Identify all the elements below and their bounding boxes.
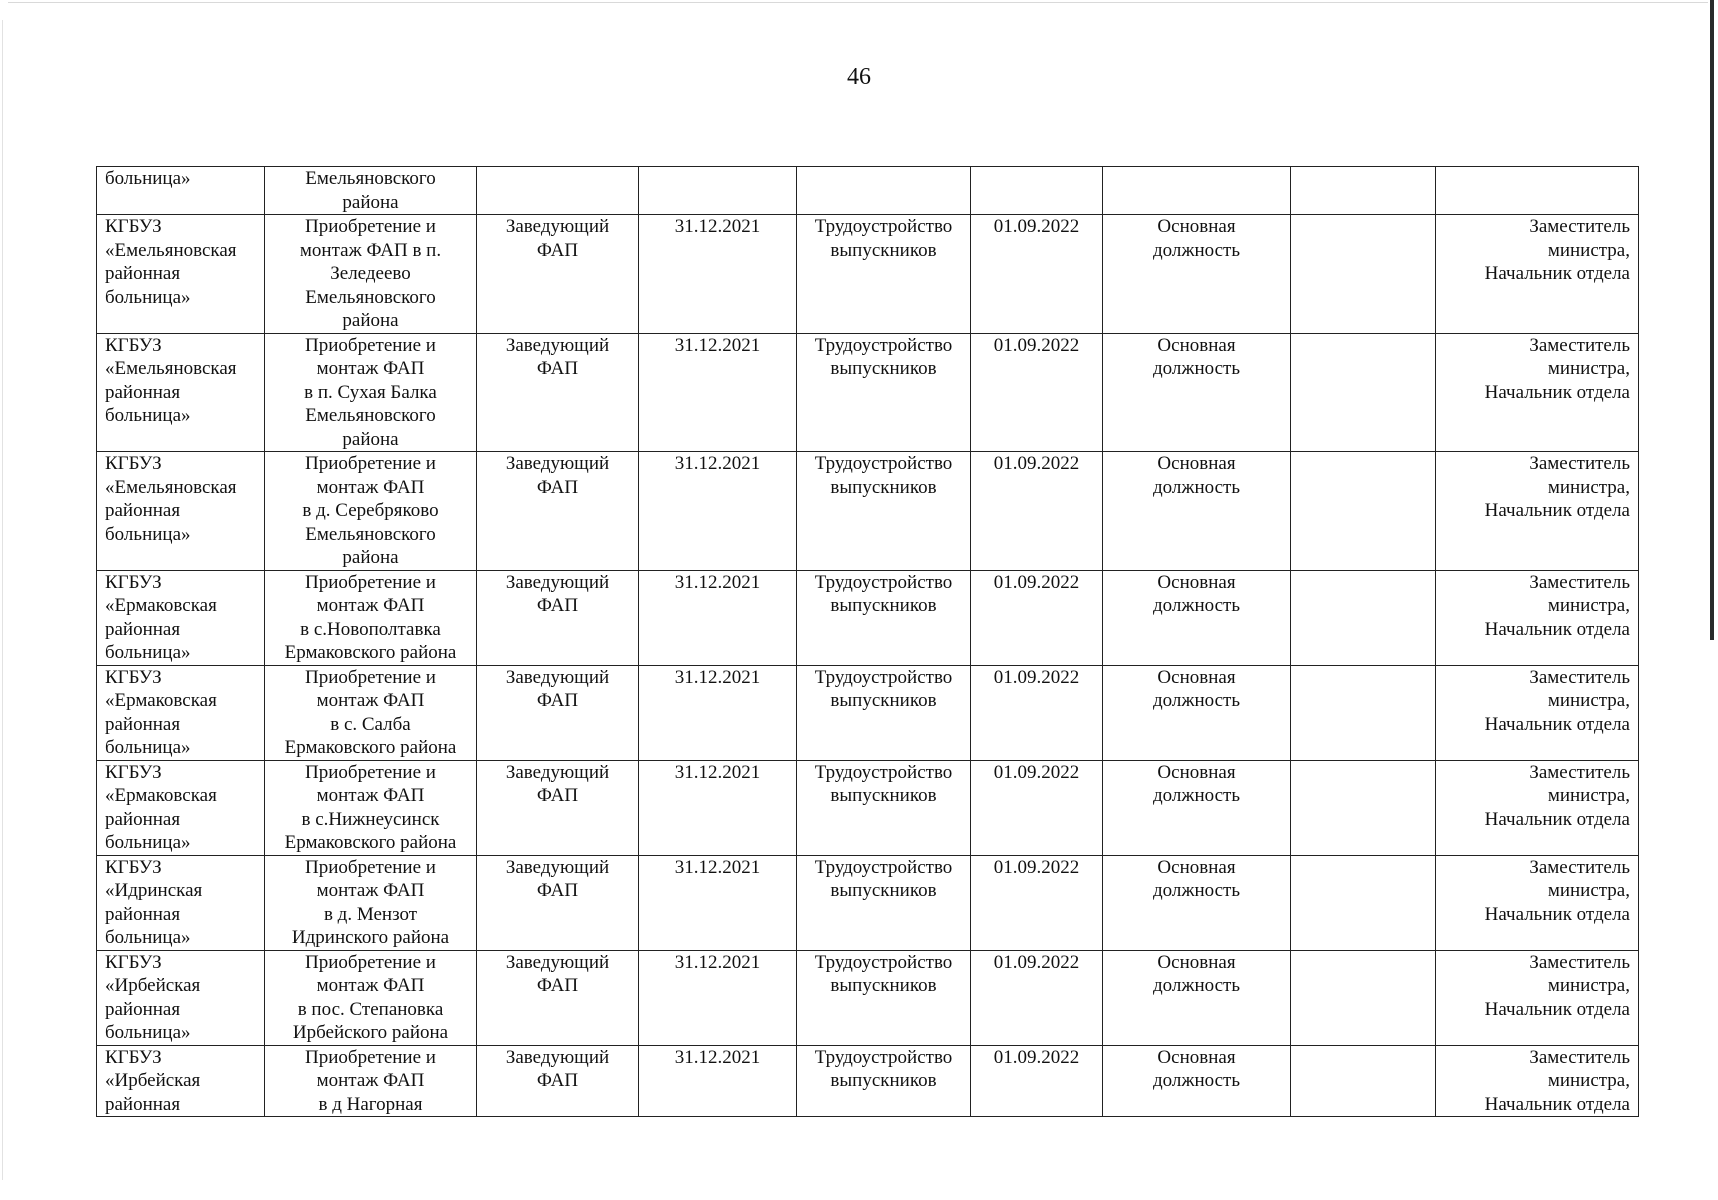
cell-project (265, 950, 477, 1045)
cell-organization-line: районная (105, 998, 181, 1020)
cell-project-line: района (342, 428, 399, 450)
cell-position-type (1103, 950, 1291, 1045)
cell-deadline: 31.12.2021 (639, 760, 797, 855)
cell-goal-line: Трудоустройство (814, 761, 953, 783)
cell-goal-line: Трудоустройство (814, 951, 953, 973)
cell-responsible-line: Заместитель (1529, 1046, 1630, 1068)
cell-responsible-line: Начальник отдела (1484, 713, 1630, 735)
cell-responsible (1436, 333, 1639, 452)
cell-goal-line: Трудоустройство (814, 334, 953, 356)
cell-goal-line: Трудоустройство (814, 571, 953, 593)
cell-organization-line: больница» (105, 832, 191, 853)
cell-position-type (1103, 333, 1291, 452)
table-row (97, 760, 1639, 855)
cell-position-line: ФАП (536, 595, 579, 616)
cell-organization-line: районная (105, 263, 181, 284)
cell-responsible-line: Заместитель (1529, 761, 1630, 783)
cell-project-line: Зеледеево (330, 263, 411, 284)
cell-position-type (1103, 570, 1291, 665)
cell-position-type-line: Основная (1157, 334, 1236, 356)
cell-position-line: ФАП (536, 785, 579, 806)
cell-project (265, 665, 477, 760)
cell-blank (1291, 950, 1436, 1045)
cell-position (477, 167, 639, 215)
cell-project-line: в д Нагорная (318, 1093, 423, 1115)
cell-position-line: Заведующий (505, 453, 610, 474)
cell-blank (1291, 1045, 1436, 1117)
cell-position-type-line: Основная (1157, 951, 1236, 973)
cell-responsible-line: Начальник отдела (1484, 618, 1630, 640)
cell-organization-line: КГБУЗ (105, 1046, 162, 1068)
cell-organization-line: «Ирбейская (105, 1070, 201, 1091)
cell-position-type (1103, 167, 1291, 215)
cell-position-type-line: Основная (1157, 453, 1236, 474)
cell-position (477, 665, 639, 760)
cell-project-line: Емельяновского (305, 405, 436, 426)
cell-project-line: Емельяновского (305, 286, 436, 308)
cell-organization (97, 167, 265, 215)
cell-blank (1291, 760, 1436, 855)
cell-responsible-line: министра, (1547, 1070, 1630, 1091)
cell-position (477, 950, 639, 1045)
cell-position-line: ФАП (536, 239, 579, 261)
cell-responsible (1436, 215, 1639, 334)
cell-organization-line: КГБУЗ (105, 761, 162, 783)
cell-position-type (1103, 215, 1291, 334)
cell-responsible-line: Заместитель (1529, 216, 1630, 237)
cell-responsible-line: Заместитель (1529, 334, 1630, 356)
cell-position-type-line: Основная (1157, 216, 1236, 237)
cell-goal-line: выпускников (830, 358, 937, 379)
cell-organization (97, 1045, 265, 1117)
cell-responsible-line: Заместитель (1529, 666, 1630, 688)
cell-position-type-line: должность (1152, 1070, 1241, 1091)
cell-project-line: Приобретение и (305, 761, 436, 783)
cell-goal-line: выпускников (830, 880, 937, 901)
cell-goal-line: выпускников (830, 785, 937, 806)
cell-project-line: в с. Салба (330, 713, 411, 735)
cell-project-line: Ермаковского района (284, 832, 457, 853)
cell-project-line: монтаж ФАП (316, 785, 425, 806)
cell-goal (797, 215, 971, 334)
cell-project (265, 760, 477, 855)
cell-organization-line: районная (105, 903, 181, 925)
cell-goal-line: выпускников (830, 239, 937, 261)
cell-date: 01.09.2022 (971, 333, 1103, 452)
cell-position-type-line: должность (1152, 358, 1241, 379)
cell-organization-line: КГБУЗ (105, 334, 162, 356)
cell-date: 01.09.2022 (971, 855, 1103, 950)
cell-responsible-line: Заместитель (1529, 951, 1630, 973)
table-row (97, 452, 1639, 571)
table-row (97, 855, 1639, 950)
cell-organization-line: районная (105, 808, 181, 830)
cell-organization-line: «Ирбейская (105, 975, 201, 996)
cell-date: 01.09.2022 (971, 570, 1103, 665)
cell-goal (797, 452, 971, 571)
cell-project-line: Идринского района (291, 927, 450, 948)
cell-project-line: Емельяновского (305, 523, 436, 545)
cell-goal-line: Трудоустройство (814, 666, 953, 688)
cell-responsible-line: министра, (1547, 880, 1630, 901)
cell-project-line: монтаж ФАП (316, 358, 425, 379)
cell-position-type (1103, 855, 1291, 950)
cell-project-line: в д. Мензот (323, 903, 418, 925)
cell-responsible (1436, 1045, 1639, 1117)
cell-responsible-line: Заместитель (1529, 453, 1630, 474)
cell-position-line: Заведующий (505, 666, 610, 688)
cell-position-type-line: Основная (1157, 666, 1236, 688)
cell-organization-line: «Емельяновская (105, 239, 237, 261)
cell-project-line: монтаж ФАП (316, 1070, 425, 1091)
cell-deadline: 31.12.2021 (639, 215, 797, 334)
cell-organization-line: больница» (105, 405, 191, 426)
cell-project-line: Приобретение и (305, 216, 436, 237)
cell-position-type-line: должность (1152, 239, 1241, 261)
scan-edge-top (8, 2, 1708, 3)
cell-organization-line: больница» (105, 927, 191, 948)
cell-organization-line: больница» (105, 286, 191, 308)
cell-position-line: ФАП (536, 1070, 579, 1091)
cell-deadline: 31.12.2021 (639, 570, 797, 665)
cell-organization (97, 665, 265, 760)
cell-goal-line: Трудоустройство (814, 1046, 953, 1068)
cell-responsible (1436, 665, 1639, 760)
cell-organization-line: «Емельяновская (105, 476, 237, 498)
cell-position (477, 855, 639, 950)
cell-project-line: монтаж ФАП (316, 595, 425, 616)
scan-edge-left (2, 20, 3, 1180)
cell-position-type (1103, 760, 1291, 855)
cell-project-line: монтаж ФАП (316, 476, 425, 498)
cell-responsible (1436, 855, 1639, 950)
cell-organization (97, 950, 265, 1045)
cell-organization-line: «Ермаковская (105, 595, 217, 616)
cell-responsible-line: Начальник отдела (1484, 808, 1630, 830)
cell-position-type-line: должность (1152, 476, 1241, 498)
cell-position-type-line: Основная (1157, 856, 1236, 878)
cell-blank (1291, 570, 1436, 665)
cell-date: 01.09.2022 (971, 665, 1103, 760)
scan-edge-right (1710, 0, 1714, 640)
cell-position-type-line: должность (1152, 785, 1241, 806)
cell-organization-line: «Ермаковская (105, 690, 217, 711)
cell-responsible-line: Начальник отдела (1484, 263, 1630, 284)
cell-date (971, 167, 1103, 215)
cell-position-line: ФАП (536, 880, 579, 901)
cell-goal-line: Трудоустройство (814, 216, 953, 237)
table-row (97, 333, 1639, 452)
cell-project (265, 167, 477, 215)
cell-responsible (1436, 167, 1639, 215)
cell-responsible-line: Начальник отдела (1484, 500, 1630, 521)
cell-goal-line: выпускников (830, 690, 937, 711)
cell-organization (97, 570, 265, 665)
cell-responsible-line: министра, (1547, 975, 1630, 996)
cell-goal-line: выпускников (830, 476, 937, 498)
cell-position-line: ФАП (536, 690, 579, 711)
cell-project (265, 452, 477, 571)
cell-organization-line: КГБУЗ (105, 216, 162, 237)
cell-position-line: Заведующий (505, 334, 610, 356)
cell-responsible-line: Заместитель (1529, 856, 1630, 878)
cell-organization-line: КГБУЗ (105, 666, 162, 688)
cell-project-line: Приобретение и (305, 666, 436, 688)
cell-goal-line: выпускников (830, 595, 937, 616)
cell-organization (97, 452, 265, 571)
cell-organization (97, 215, 265, 334)
cell-goal-line: Трудоустройство (814, 856, 953, 878)
cell-position-line: ФАП (536, 358, 579, 379)
cell-goal-line: выпускников (830, 975, 937, 996)
cell-project-line: района (342, 310, 399, 331)
cell-organization-line: КГБУЗ (105, 571, 162, 593)
cell-goal (797, 760, 971, 855)
table-row (97, 950, 1639, 1045)
cell-deadline: 31.12.2021 (639, 665, 797, 760)
cell-responsible-line: Начальник отдела (1484, 998, 1630, 1020)
cell-organization (97, 760, 265, 855)
cell-organization-line: районная (105, 500, 181, 521)
cell-organization-line: «Ермаковская (105, 785, 217, 806)
cell-project-line: в с.Нижнеусинск (301, 808, 440, 830)
cell-project-line: района (342, 191, 399, 213)
cell-project (265, 570, 477, 665)
cell-position-line: Заведующий (505, 216, 610, 237)
cell-position (477, 570, 639, 665)
cell-deadline: 31.12.2021 (639, 452, 797, 571)
cell-position-line: Заведующий (505, 856, 610, 878)
cell-deadline: 31.12.2021 (639, 950, 797, 1045)
cell-position (477, 215, 639, 334)
cell-project (265, 855, 477, 950)
cell-position-line: ФАП (536, 975, 579, 996)
cell-project-line: Приобретение и (305, 453, 436, 474)
cell-organization-line: районная (105, 1093, 181, 1115)
cell-responsible-line: министра, (1547, 595, 1630, 616)
cell-responsible-line: министра, (1547, 358, 1630, 379)
cell-blank (1291, 665, 1436, 760)
cell-responsible-line: Начальник отдела (1484, 903, 1630, 925)
cell-position-line: ФАП (536, 476, 579, 498)
cell-blank (1291, 333, 1436, 452)
cell-goal (797, 167, 971, 215)
cell-date: 01.09.2022 (971, 760, 1103, 855)
cell-position-type-line: должность (1152, 595, 1241, 616)
cell-organization-line: больница» (105, 642, 191, 663)
cell-organization-line: КГБУЗ (105, 856, 162, 878)
cell-organization-line: районная (105, 618, 181, 640)
cell-deadline: 31.12.2021 (639, 855, 797, 950)
cell-goal (797, 333, 971, 452)
cell-deadline: 31.12.2021 (639, 1045, 797, 1117)
cell-position-line: Заведующий (505, 1046, 610, 1068)
cell-project-line: в п. Сухая Балка (304, 381, 437, 403)
cell-goal-line: выпускников (830, 1070, 937, 1091)
cell-project-line: Приобретение и (305, 334, 436, 356)
cell-date: 01.09.2022 (971, 452, 1103, 571)
cell-organization-line: больница» (105, 168, 191, 189)
cell-position-type (1103, 1045, 1291, 1117)
cell-responsible-line: Заместитель (1529, 571, 1630, 593)
cell-responsible-line: министра, (1547, 690, 1630, 711)
cell-project-line: Ирбейского района (292, 1022, 449, 1043)
cell-responsible-line: Начальник отдела (1484, 1093, 1630, 1115)
cell-project-line: района (342, 547, 399, 568)
cell-goal-line: Трудоустройство (814, 453, 953, 474)
cell-project-line: Приобретение и (305, 951, 436, 973)
cell-responsible-line: министра, (1547, 785, 1630, 806)
cell-date: 01.09.2022 (971, 950, 1103, 1045)
cell-goal (797, 1045, 971, 1117)
table-row (97, 215, 1639, 334)
table-row-continuation (97, 167, 1639, 215)
cell-responsible (1436, 760, 1639, 855)
cell-blank (1291, 215, 1436, 334)
cell-responsible-line: Начальник отдела (1484, 381, 1630, 403)
cell-project-line: монтаж ФАП (316, 690, 425, 711)
cell-project-line: монтаж ФАП в п. (299, 239, 442, 261)
cell-position-type (1103, 452, 1291, 571)
cell-organization (97, 855, 265, 950)
cell-position-type-line: должность (1152, 690, 1241, 711)
cell-position-type-line: Основная (1157, 571, 1236, 593)
cell-organization-line: районная (105, 381, 181, 403)
cell-project-line: монтаж ФАП (316, 880, 425, 901)
cell-project-line: в д. Серебряково (302, 500, 439, 521)
cell-position-type-line: Основная (1157, 1046, 1236, 1068)
cell-goal (797, 570, 971, 665)
cell-blank (1291, 167, 1436, 215)
cell-project (265, 1045, 477, 1117)
cell-organization (97, 333, 265, 452)
cell-position (477, 1045, 639, 1117)
cell-organization-line: больница» (105, 737, 191, 758)
cell-project-line: в с.Новополтавка (300, 618, 441, 640)
cell-project (265, 215, 477, 334)
cell-organization-line: районная (105, 713, 181, 735)
cell-project-line: Приобретение и (305, 571, 436, 593)
cell-organization-line: КГБУЗ (105, 453, 162, 474)
table-body (97, 167, 1639, 1117)
cell-project (265, 333, 477, 452)
cell-position-type (1103, 665, 1291, 760)
cell-project-line: монтаж ФАП (316, 975, 425, 996)
cell-position-type-line: должность (1152, 880, 1241, 901)
cell-project-line: Емельяновского (305, 168, 436, 189)
table-row (97, 1045, 1639, 1117)
cell-goal (797, 665, 971, 760)
cell-date: 01.09.2022 (971, 1045, 1103, 1117)
cell-blank (1291, 452, 1436, 571)
cell-responsible (1436, 570, 1639, 665)
cell-position-line: Заведующий (505, 571, 610, 593)
cell-project-line: в пос. Степановка (297, 998, 444, 1020)
cell-position-type-line: должность (1152, 975, 1241, 996)
cell-position-line: Заведующий (505, 951, 610, 973)
cell-position-type-line: Основная (1157, 761, 1236, 783)
cell-responsible-line: министра, (1547, 476, 1630, 498)
cell-goal (797, 855, 971, 950)
cell-position (477, 760, 639, 855)
cell-position-line: Заведующий (505, 761, 610, 783)
cell-position (477, 452, 639, 571)
facility-staffing-table (96, 166, 1639, 1117)
cell-position (477, 333, 639, 452)
cell-project-line: Ермаковского района (284, 737, 457, 758)
cell-organization-line: «Идринская (105, 880, 203, 901)
cell-organization-line: КГБУЗ (105, 951, 162, 973)
cell-organization-line: больница» (105, 1022, 191, 1043)
table-row (97, 570, 1639, 665)
cell-goal (797, 950, 971, 1045)
cell-responsible-line: министра, (1547, 239, 1630, 261)
cell-project-line: Приобретение и (305, 1046, 436, 1068)
page-number: 46 (847, 64, 871, 90)
cell-organization-line: «Емельяновская (105, 358, 237, 379)
cell-responsible (1436, 452, 1639, 571)
table-row (97, 665, 1639, 760)
cell-responsible (1436, 950, 1639, 1045)
cell-project-line: Ермаковского района (284, 642, 457, 663)
cell-organization-line: больница» (105, 523, 191, 545)
cell-project-line: Приобретение и (305, 856, 436, 878)
cell-deadline (639, 167, 797, 215)
cell-blank (1291, 855, 1436, 950)
cell-date: 01.09.2022 (971, 215, 1103, 334)
cell-deadline: 31.12.2021 (639, 333, 797, 452)
